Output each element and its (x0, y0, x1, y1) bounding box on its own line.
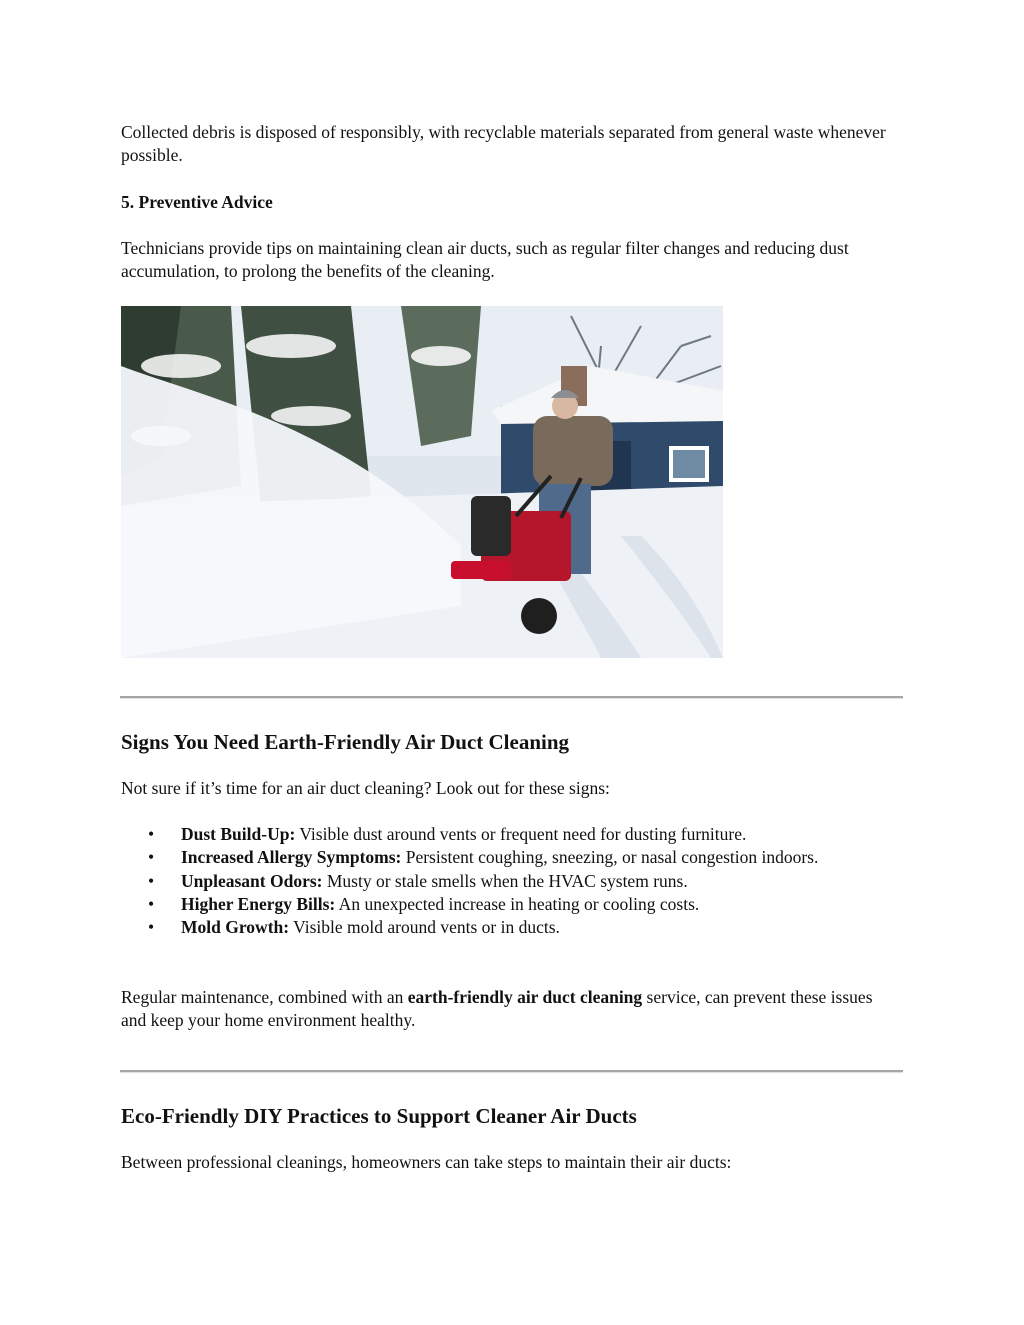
snowblower-photo (121, 306, 723, 658)
section-divider (120, 1070, 903, 1073)
diy-section-heading: Eco-Friendly DIY Practices to Support Cleaner Air Ducts (121, 1104, 637, 1128)
sign-label: Increased Allergy Symptoms: (181, 847, 402, 868)
list-item (121, 823, 901, 846)
sign-text: Musty or stale smells when the HVAC system runs. (322, 870, 688, 891)
bullet-icon: • (148, 847, 155, 868)
bullet-icon: • (148, 870, 155, 891)
snowblower-photo-illustration (121, 306, 723, 658)
signs-intro-paragraph: Not sure if it’s time for an air duct cleaning? Look out for these signs: (121, 778, 610, 798)
signs-list (121, 823, 901, 939)
step5-heading: 5. Preventive Advice (121, 192, 273, 212)
step5-paragraph: Technicians provide tips on maintaining clean air ducts, such as regular filter changes and reducing dust accumulation, to prolong the benefits of the cleaning. (121, 238, 849, 281)
sign-label: Unpleasant Odors: (181, 870, 323, 891)
list-item (121, 846, 901, 869)
outro-text-before: Regular maintenance, combined with an (121, 987, 408, 1007)
list-item (121, 893, 901, 916)
diy-intro-paragraph: Between professional cleanings, homeowners can take steps to maintain their air ducts: (121, 1152, 732, 1172)
sign-text: Persistent coughing, sneezing, or nasal congestion indoors. (401, 847, 819, 868)
bullet-icon: • (148, 893, 155, 914)
list-item (121, 916, 901, 939)
signs-section-heading: Signs You Need Earth-Friendly Air Duct Cleaning (121, 730, 570, 754)
section-divider (120, 696, 903, 699)
signs-outro-paragraph (121, 986, 901, 1032)
sign-text: An unexpected increase in heating or cooling costs. (335, 893, 700, 914)
sign-label: Dust Build-Up: (181, 824, 296, 844)
debris-paragraph: Collected debris is disposed of responsibly, with recyclable materials separated from general waste whenever possible. (121, 122, 886, 165)
sign-label: Higher Energy Bills: (181, 893, 336, 914)
outro-bold-phrase: earth-friendly air duct cleaning (407, 987, 643, 1007)
list-item (121, 870, 901, 893)
sign-text: Visible dust around vents or frequent need for dusting furniture. (295, 824, 747, 844)
sign-label: Mold Growth: (181, 917, 290, 938)
sign-text: Visible mold around vents or in ducts. (289, 917, 560, 938)
bullet-icon: • (148, 917, 155, 938)
bullet-icon: • (148, 824, 155, 844)
outro-text-after: service, can prevent these issues and keep your home environment healthy. (121, 987, 873, 1030)
